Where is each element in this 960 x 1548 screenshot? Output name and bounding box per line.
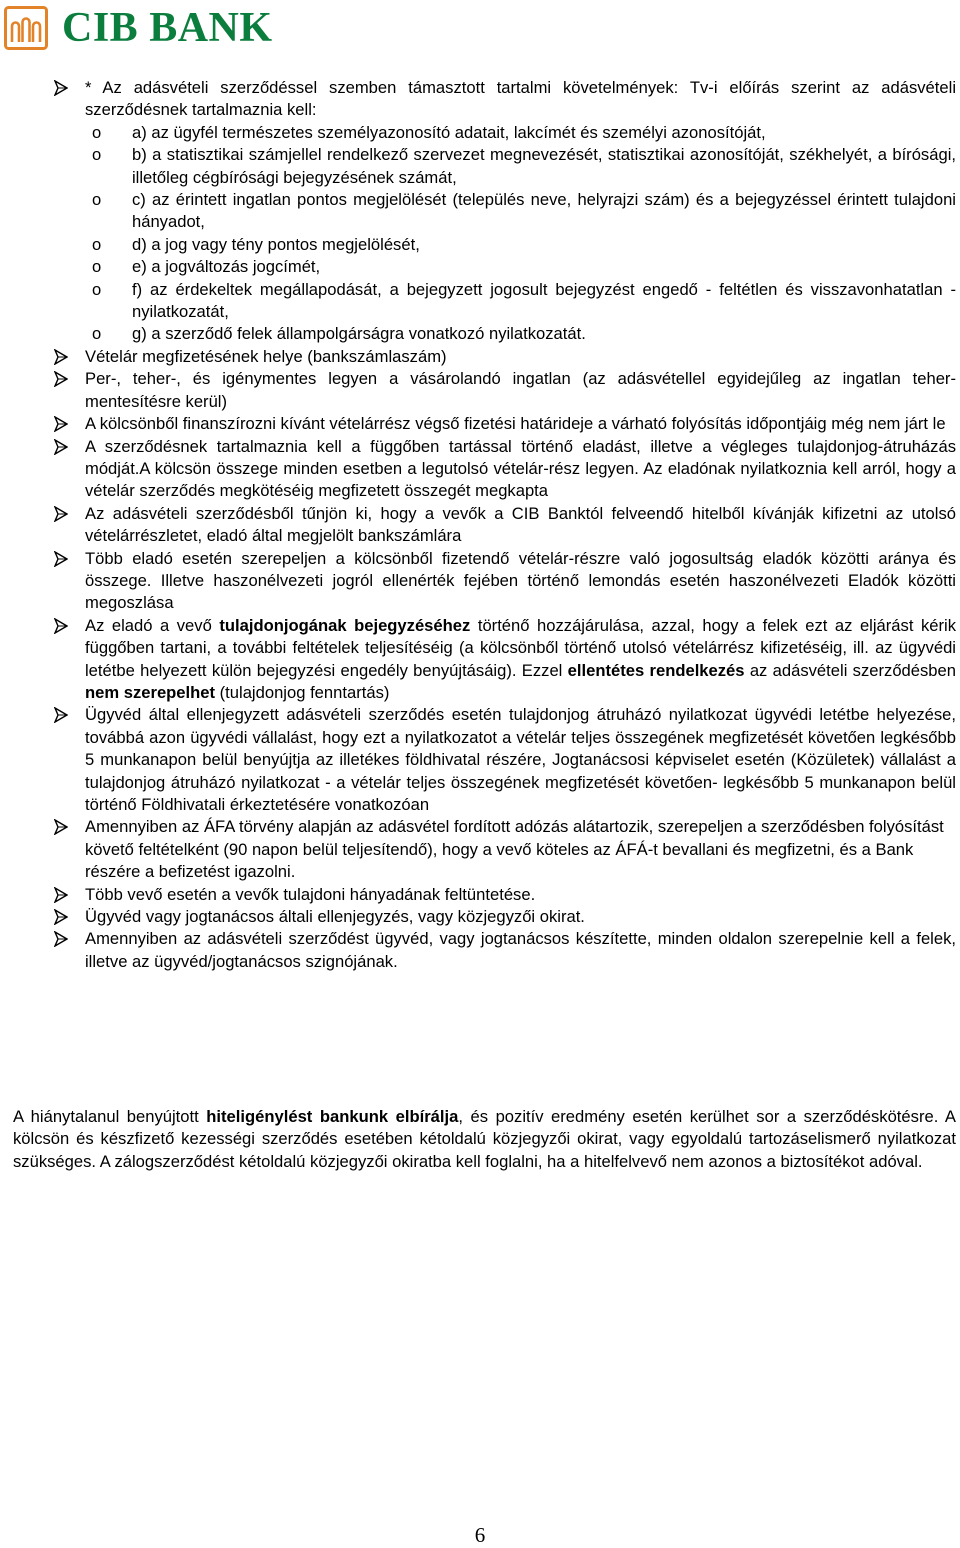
closing-paragraph	[13, 1106, 956, 1173]
item-text: A kölcsönből finanszírozni kívánt vételárrész végső fizetési határideje a várható folyósítás időpontjáig még nem járt le	[85, 414, 946, 434]
arrow-bullet-icon	[54, 551, 68, 567]
list-item	[54, 906, 956, 928]
sub-list-item	[85, 279, 956, 324]
item-bold-text: nem szerepelhet	[85, 682, 216, 702]
arrow-bullet-icon	[54, 819, 68, 835]
cib-logo-icon	[4, 6, 48, 50]
sub-item-text: g) a szerződő felek állampolgárságra vonatkozó nyilatkozatát.	[132, 324, 586, 344]
item-text: Az adásvételi szerződésből tűnjön ki, hogy a vevők a CIB Banktól felveendő hitelből kívánják kifizetni az utolsó vételárrészletet, eladó által megjelölt bankszámlára	[85, 503, 956, 546]
list-item	[54, 503, 956, 548]
intro-text: * Az adásvételi szerződéssel szemben támasztott tartalmi követelmények: Tv-i előírás szerint az adásvételi szerződésnek tartalmaznia kell:	[85, 78, 956, 120]
sub-item-text: a) az ügyfél természetes személyazonosító adatait, lakcímét és személyi azonosítóját,	[132, 122, 766, 142]
item-text: Amennyiben az ÁFA törvény alapján az adásvétel fordított adózás alátartozik, szerepeljen a szerződésben folyósítást követő feltételként (90 napon belül teljesítendő), hogy a vevő köteles az ÁFÁ-t bevallani és megfizetni, és a Bank részére a befizetést igazolni.	[85, 817, 944, 882]
list-item	[54, 704, 956, 816]
circle-bullet-icon: o	[92, 234, 102, 254]
arrow-bullet-icon	[54, 931, 68, 947]
item-text: Több vevő esetén a vevők tulajdoni hányadának feltüntetése.	[85, 884, 536, 904]
list-item	[54, 346, 956, 368]
arrow-bullet-icon	[54, 371, 68, 387]
list-item	[54, 816, 956, 883]
item-text: Több eladó esetén szerepeljen a kölcsönből fizetendő vételár-részre való jogosultság eladók közötti aránya és összege. Illetve haszonélvezeti jogról ellenérték fejében történő lemondás esetén haszonélvezeti Eladók közötti megoszlása	[85, 548, 956, 613]
sub-list-item	[85, 323, 956, 345]
sub-list-item	[85, 189, 956, 234]
arrow-bullet-icon	[54, 80, 68, 96]
sub-item-text: f) az érdekeltek megállapodását, a bejegyzett jogosult bejegyzést engedő - feltétlen és visszavonhatatlan - nyilatkozatát,	[132, 279, 956, 322]
list-item	[54, 928, 956, 973]
arrow-bullet-icon	[54, 439, 68, 455]
item-text: az adásvételi szerződésben	[744, 660, 956, 680]
list-item	[54, 368, 956, 413]
arrow-bullet-icon	[54, 416, 68, 432]
circle-bullet-icon: o	[92, 257, 102, 277]
item-text: történő hozzájárulása, azzal, hogy a felek ezt az eljárást kérik függőben tartani, a további feltételek teljesítéséig (a kölcsönből történő utolsó vételárrész kifizetéséig, ill. az ügyvédi letétbe helyezett külön bejegyzési engedély benyújtásáig). Ezzel	[85, 615, 956, 680]
item-bold-text: tulajdonjogának bejegyzéséhez	[219, 615, 471, 635]
item-text: A szerződésnek tartalmaznia kell a függőben tartással történő eladást, illetve a végleges tulajdonjog-átruházás módját.A kölcsön összege minden esetben a legutolsó vételár-rész legyen. Az eladónak nyilatkoznia kell arról, hogy a vételár szerződés megkötéséig megfizetett összegét megkapta	[85, 436, 956, 501]
arrow-bullet-icon	[54, 707, 68, 723]
requirements-list	[54, 77, 956, 973]
sub-item-text: b) a statisztikai számjellel rendelkező szervezet megnevezését, statisztikai azonosítóját, székhelyét, a bírósági, illetőleg cégbírósági bejegyzésének számát,	[132, 145, 956, 187]
item-text: Ügyvéd által ellenjegyzett adásvételi szerződés esetén tulajdonjog átruházó nyilatkozat ügyvédi letétbe helyezése, továbbá azon ügyvédi vállalást, hogy ezt a nyilatkozatot a vételár teljes összegének megfizetését követően legkésőbb 5 munkanapon belül benyújtja az illetékes földhivatal részére, Jogtanácsosi képviselet esetén (Közületek) vállalást a tulajdonjog átruházó nyilatkozat - a vételár teljes összegének megfizetését követően- legkésőbb 5 munkanapon belül történő Földhivatali érkeztetésére vonatkozóan	[85, 705, 956, 814]
circle-bullet-icon: o	[92, 324, 102, 344]
item-text: Per-, teher-, és igénymentes legyen a vásárolandó ingatlan (az adásvétellel egyidejűleg az ingatlan teher-mentesítésre kerül)	[85, 369, 956, 411]
item-text: Az eladó a vevő	[85, 615, 220, 635]
sub-item-text: d) a jog vagy tény pontos megjelölését,	[132, 234, 420, 254]
item-text: (tulajdonjog fenntartás)	[215, 682, 390, 702]
list-item	[54, 615, 956, 705]
sub-item-text: e) a jogváltozás jogcímét,	[132, 257, 321, 277]
sub-list-item	[85, 234, 956, 256]
sub-list-item	[85, 122, 956, 144]
list-item	[54, 413, 956, 435]
circle-bullet-icon: o	[92, 122, 102, 142]
circle-bullet-icon: o	[92, 279, 102, 299]
paragraph-bold-text: hiteligénylést bankunk elbírálja	[206, 1107, 459, 1126]
arrow-bullet-icon	[54, 506, 68, 522]
list-item	[54, 436, 956, 503]
header	[4, 3, 273, 53]
paragraph-text: A hiánytalanul benyújtott	[13, 1107, 207, 1126]
page-number: 6	[474, 1523, 486, 1547]
list-item	[54, 77, 956, 122]
arrow-bullet-icon	[54, 349, 68, 365]
brand-name: CIB BANK	[62, 5, 273, 51]
paragraph-text: , és pozitív eredmény esetén kerülhet sor a szerződéskötésre. A kölcsön és készfizető kezességi szerződés esetében kétoldalú közjegyzői okirat, vagy egyoldalú tartozáselismerő nyilatkozat szükséges. A zálogszerződést kétoldalú közjegyzői okiratba kell foglalni, ha a hitelfelvevő nem azonos a biztosítékot adóval.	[13, 1107, 956, 1171]
circle-bullet-icon: o	[92, 190, 102, 210]
circle-bullet-icon: o	[92, 145, 102, 165]
item-text: Amennyiben az adásvételi szerződést ügyvéd, vagy jogtanácsos készítette, minden oldalon szerepelnie kell a felek, illetve az ügyvéd/jogtanácsos szignójának.	[85, 929, 956, 971]
arrow-bullet-icon	[54, 887, 68, 903]
list-item	[54, 884, 956, 906]
sub-item-text: c) az érintett ingatlan pontos megjelölését (település neve, helyrajzi szám) és a bejegyzéssel érintett tulajdoni hányadot,	[132, 190, 956, 232]
sub-list-item	[85, 144, 956, 189]
item-text: Vételár megfizetésének helye (bankszámlaszám)	[85, 346, 447, 366]
list-item	[54, 548, 956, 615]
item-text: Ügyvéd vagy jogtanácsos általi ellenjegyzés, vagy közjegyzői okirat.	[85, 907, 585, 927]
arrow-bullet-icon	[54, 909, 68, 925]
arrow-bullet-icon	[54, 618, 68, 634]
sub-list-item	[85, 256, 956, 278]
item-bold-text: ellentétes rendelkezés	[567, 660, 745, 680]
